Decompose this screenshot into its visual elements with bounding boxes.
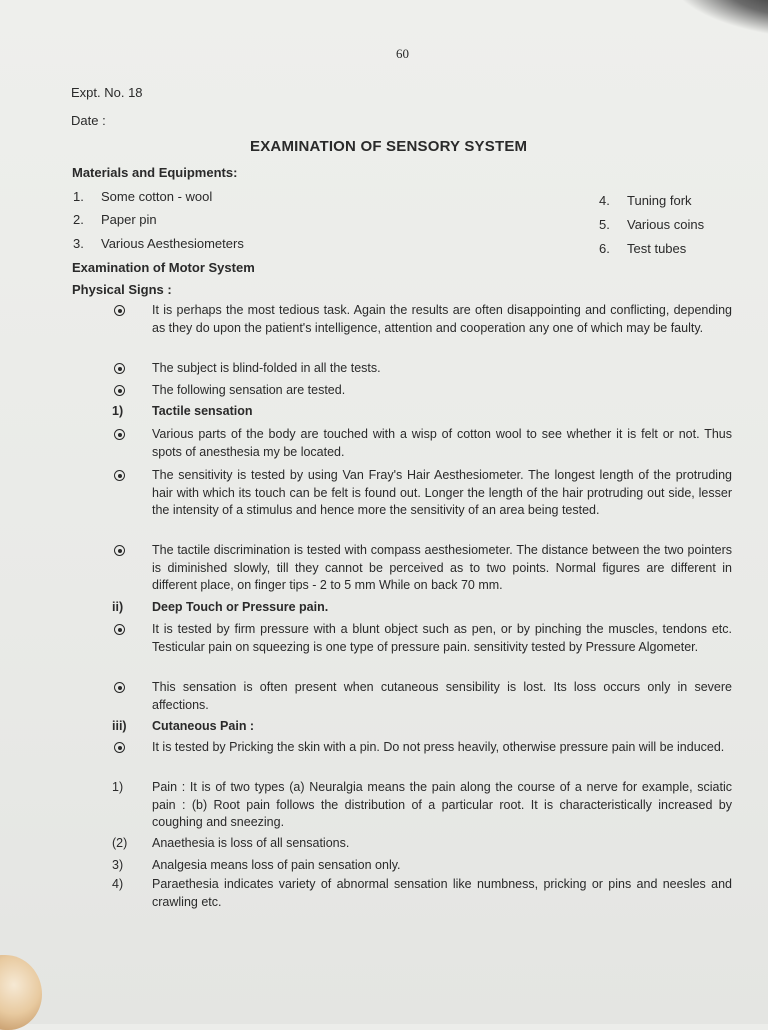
section-heading-item [112, 718, 732, 736]
material-text: Various coins [627, 217, 705, 232]
circle-bullet-icon [114, 545, 125, 556]
bullet-marker [112, 739, 140, 757]
bullet-marker [112, 679, 140, 697]
item-text: This sensation is often present when cutaneous sensibility is lost. Its loss occurs only in severe affections. [152, 680, 732, 712]
list-item [112, 467, 732, 520]
section-heading-item [112, 599, 732, 617]
thumb-photo-artifact [0, 955, 42, 1030]
item-text: It is tested by firm pressure with a blunt object such as pen, or by pinching the muscles, tendons etc. Testicular pain on squeezing is one type of pressure pain. sensitivity tested by Pressure Algometer. [152, 622, 732, 654]
physical-signs-heading: Physical Signs : [72, 282, 172, 297]
material-number: 3. [73, 236, 84, 251]
page-number: 60 [396, 46, 409, 61]
material-text: Test tubes [627, 241, 687, 256]
page-corner-shadow [665, 0, 768, 39]
bullet-marker [112, 360, 140, 378]
circle-bullet-icon [114, 363, 125, 374]
material-text: Paper pin [101, 212, 157, 227]
circle-bullet-icon [114, 742, 125, 753]
item-number: 1) [112, 780, 124, 794]
experiment-number: Expt. No. 18 [71, 85, 143, 100]
circle-bullet-icon [114, 470, 125, 481]
item-number: (2) [112, 836, 128, 850]
bullet-marker [112, 426, 140, 444]
material-text: Various Aesthesiometers [101, 236, 244, 251]
list-item [112, 739, 732, 757]
list-item [112, 302, 732, 337]
item-text: Pain : It is of two types (a) Neuralgia means the pain along the course of a nerve for example, sciatic pain : (b) Root pain follows the distribution of a particular root. It is characteristically increased by coughing and sneezing. [152, 780, 732, 829]
item-text: The tactile discrimination is tested with compass aesthesiometer. The distance between the two pointers is diminished slowly, till they cannot be perceived as to two points. Normal figures are different in different place, on finger tips - 2 to 5 mm While on back 70 mm. [152, 543, 732, 592]
item-text: The subject is blind-folded in all the tests. [152, 361, 381, 375]
item-text: Paraethesia indicates variety of abnormal sensation like numbness, pricking or pins and neesles and crawling etc. [152, 877, 732, 909]
bullet-marker [112, 302, 140, 320]
list-item [112, 542, 732, 595]
circle-bullet-icon [114, 429, 125, 440]
list-item [112, 360, 732, 378]
section-title: Tactile sensation [152, 404, 253, 418]
item-text: The following sensation are tested. [152, 383, 346, 397]
section-title: Cutaneous Pain : [152, 719, 255, 733]
item-text: It is perhaps the most tedious task. Again the results are often disappointing and conflicting, depending as they do upon the patient's intelligence, attention and cooperation any one of which may be faulty. [152, 303, 732, 335]
material-number: 1. [73, 189, 84, 204]
bullet-marker [112, 542, 140, 560]
section-marker: ii) [112, 600, 124, 614]
circle-bullet-icon [114, 682, 125, 693]
material-number: 5. [599, 217, 610, 232]
item-text: Various parts of the body are touched with a wisp of cotton wool to see whether it is felt or not. Thus spots of anesthesia my be located. [152, 427, 732, 459]
item-text: It is tested by Pricking the skin with a pin. Do not press heavily, otherwise pressure pain will be induced. [152, 740, 725, 754]
item-text: Anaethesia is loss of all sensations. [152, 836, 350, 850]
circle-bullet-icon [114, 305, 125, 316]
bullet-marker [112, 382, 140, 400]
bullet-marker [112, 621, 140, 639]
materials-heading: Materials and Equipments: [72, 165, 238, 180]
list-item [112, 835, 732, 853]
material-text: Tuning fork [627, 193, 692, 208]
page-title: EXAMINATION OF SENSORY SYSTEM [250, 138, 528, 155]
motor-system-heading: Examination of Motor System [72, 260, 255, 275]
item-text: Analgesia means loss of pain sensation only. [152, 858, 401, 872]
item-number: 4) [112, 877, 124, 891]
list-item [112, 876, 732, 911]
date-label: Date : [71, 113, 106, 128]
list-item [112, 857, 732, 875]
list-item [112, 382, 732, 400]
material-number: 2. [73, 212, 84, 227]
section-marker: 1) [112, 404, 124, 418]
section-heading-item [112, 403, 732, 421]
bullet-marker [112, 467, 140, 485]
item-number: 3) [112, 858, 124, 872]
item-text: The sensitivity is tested by using Van Fray's Hair Aesthesiometer. The longest length of the protruding hair with which its touch can be felt is found out. Longer the length of the hair protruding out side, lesser the intensity of a stimulus and hence more the sensitivity of an area being tested. [152, 468, 732, 517]
section-title: Deep Touch or Pressure pain. [152, 600, 329, 614]
list-item [112, 621, 732, 656]
list-item [112, 779, 732, 832]
material-text: Some cotton - wool [101, 189, 213, 204]
list-item [112, 679, 732, 714]
circle-bullet-icon [114, 385, 125, 396]
circle-bullet-icon [114, 624, 125, 635]
material-number: 6. [599, 241, 610, 256]
list-item [112, 426, 732, 461]
section-marker: iii) [112, 719, 127, 733]
material-number: 4. [599, 193, 610, 208]
